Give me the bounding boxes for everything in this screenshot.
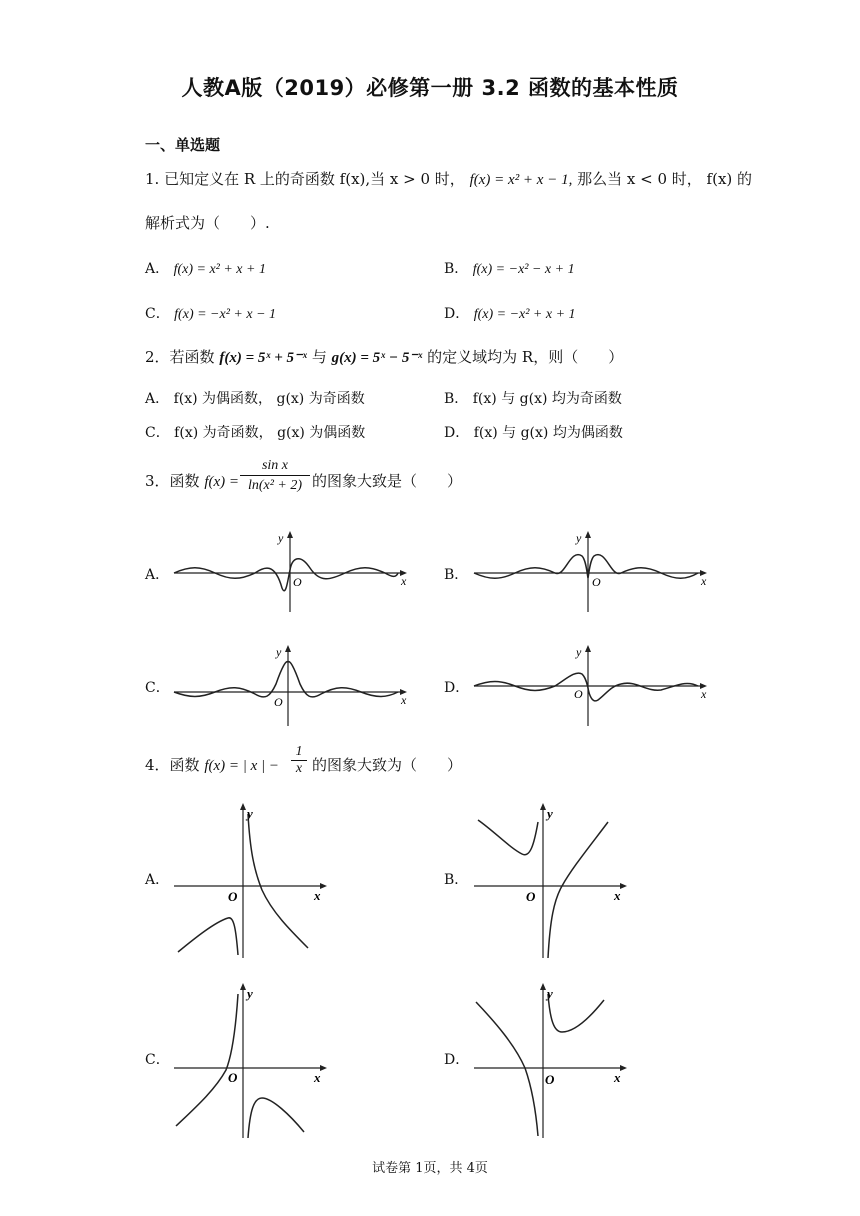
option-label: B． — [444, 261, 469, 277]
y-axis-arrow — [540, 803, 546, 810]
origin-label: O — [274, 695, 283, 709]
y-label: y — [576, 531, 582, 545]
q1-option-b[interactable] — [444, 258, 575, 278]
x-label: x — [401, 574, 407, 588]
option-text: f(x) = −x² − x + 1 — [472, 262, 575, 277]
curve-left — [476, 1002, 538, 1136]
x-axis-arrow — [320, 1065, 327, 1071]
q4-label-b[interactable]: B． — [444, 872, 469, 888]
y-axis-arrow — [287, 531, 293, 538]
q2-mid: 与 — [311, 348, 327, 366]
q1-prefix: 1. 已知定义在 R 上的奇函数 f(x),当 x > 0 时， — [145, 170, 465, 188]
y-label: y — [547, 986, 553, 1001]
curve-right — [248, 1098, 304, 1138]
q2-option-c[interactable] — [145, 422, 365, 442]
x-axis-arrow — [620, 883, 627, 889]
question-2-stem — [145, 346, 623, 369]
option-text: f(x) = −x² + x − 1 — [174, 307, 277, 322]
y-label: y — [247, 986, 253, 1001]
question-1-line2: 解析式为（ ）. — [145, 214, 270, 232]
q2-option-b[interactable] — [444, 388, 622, 408]
y-label: y — [278, 531, 284, 545]
q4-label-d[interactable]: D． — [444, 1052, 470, 1068]
option-label: D． — [444, 306, 470, 322]
q3-graph-c[interactable] — [170, 642, 410, 728]
q4-fraction — [291, 744, 307, 777]
q2-prefix: 2．若函数 — [145, 348, 215, 366]
y-axis-arrow — [240, 983, 246, 990]
curve-right — [548, 994, 604, 1032]
x-axis-arrow — [620, 1065, 627, 1071]
option-label: A． — [145, 391, 170, 407]
x-axis-arrow — [320, 883, 327, 889]
q2-g-expr: g(x) = 5ˣ − 5⁻ˣ — [331, 350, 423, 366]
page-footer: 试卷第 1页，共 4页 — [372, 1161, 488, 1176]
curve-left — [178, 918, 238, 955]
q3-suffix: 的图象大致是（ ） — [312, 472, 463, 490]
q3-denominator: ln(x² + 2) — [247, 478, 303, 493]
q2-option-d[interactable] — [444, 422, 623, 442]
option-label: C． — [145, 425, 170, 441]
q4-label-c[interactable]: C． — [145, 1052, 170, 1068]
q2-f-expr: f(x) = 5ˣ + 5⁻ˣ — [219, 350, 308, 366]
curve — [474, 555, 698, 579]
option-text: f(x) = −x² + x + 1 — [473, 307, 576, 322]
q3-graph-d[interactable] — [470, 642, 710, 728]
option-label: B． — [444, 391, 469, 407]
q4-f-lhs: f(x) = | x | − — [204, 758, 280, 774]
option-label: A． — [145, 261, 170, 277]
q4-graph-c[interactable] — [170, 980, 335, 1140]
origin-label: O — [228, 889, 238, 904]
option-text: f(x) 与 g(x) 均为奇函数 — [472, 391, 622, 407]
q4-prefix-text — [145, 754, 279, 777]
curve-right — [548, 822, 608, 958]
option-text: f(x) = x² + x + 1 — [173, 262, 266, 277]
q1-option-d[interactable] — [444, 303, 576, 323]
q3-f-lhs: f(x) = — [204, 474, 240, 490]
x-label: x — [401, 693, 407, 707]
curve — [474, 673, 698, 701]
q3-label-a[interactable]: A． — [145, 567, 170, 583]
origin-label: O — [228, 1070, 238, 1085]
y-label: y — [576, 645, 582, 659]
q3-label-c[interactable]: C． — [145, 680, 170, 696]
option-text: f(x) 与 g(x) 均为偶函数 — [473, 425, 623, 441]
y-axis-arrow — [540, 983, 546, 990]
q1-option-a[interactable] — [145, 258, 266, 278]
origin-label: O — [574, 687, 583, 701]
q3-label-d[interactable]: D． — [444, 680, 470, 696]
q3-prefix-text — [145, 470, 239, 493]
y-axis-arrow — [285, 645, 291, 652]
q3-graph-a[interactable] — [170, 528, 410, 614]
x-label: x — [314, 1070, 321, 1085]
section-heading: 一、单选题 — [145, 136, 221, 154]
curve-left — [176, 994, 238, 1126]
option-label: C． — [145, 306, 170, 322]
x-label: x — [701, 574, 707, 588]
q1-option-c[interactable] — [145, 303, 276, 323]
q3-fraction — [240, 458, 310, 494]
y-axis-arrow — [585, 531, 591, 538]
q4-graph-a[interactable] — [170, 800, 335, 960]
origin-label: O — [293, 575, 302, 589]
option-text: f(x) 为奇函数， g(x) 为偶函数 — [174, 425, 366, 441]
curve-right — [248, 814, 308, 948]
q4-prefix: 4．函数 — [145, 756, 200, 774]
q3-graph-b[interactable] — [470, 528, 710, 614]
y-axis-arrow — [240, 803, 246, 810]
q1-suffix: 那么当 x < 0 时， f(x) 的 — [577, 170, 753, 188]
q1-expr: f(x) = x² + x − 1, — [469, 172, 573, 188]
y-axis-arrow — [585, 645, 591, 652]
origin-label: O — [545, 1072, 555, 1087]
q4-numerator: 1 — [291, 744, 307, 761]
q4-graph-b[interactable] — [470, 800, 635, 960]
x-label: x — [614, 888, 621, 903]
q3-numerator: sin x — [240, 458, 310, 476]
origin-label: O — [526, 889, 536, 904]
y-label: y — [247, 806, 253, 821]
curve — [174, 559, 398, 591]
x-label: x — [701, 687, 707, 701]
curve-left — [478, 820, 538, 855]
y-label: y — [547, 806, 553, 821]
q3-label-b[interactable]: B． — [444, 567, 469, 583]
question-1-line1 — [145, 168, 752, 191]
x-label: x — [314, 888, 321, 903]
q4-suffix: 的图象大致为（ ） — [312, 756, 463, 774]
x-label: x — [614, 1070, 621, 1085]
q4-label-a[interactable]: A． — [145, 872, 170, 888]
y-label: y — [276, 645, 282, 659]
q4-denominator: x — [295, 761, 303, 776]
q2-suffix: 的定义域均为 R，则（ ） — [427, 348, 624, 366]
option-text: f(x) 为偶函数， g(x) 为奇函数 — [173, 391, 365, 407]
q4-graph-d[interactable] — [470, 980, 635, 1140]
option-label: D． — [444, 425, 470, 441]
q3-prefix: 3．函数 — [145, 472, 200, 490]
page-title: 人教A版（2019）必修第一册 3.2 函数的基本性质 — [181, 76, 679, 100]
origin-label: O — [592, 575, 601, 589]
q2-option-a[interactable] — [145, 388, 365, 408]
